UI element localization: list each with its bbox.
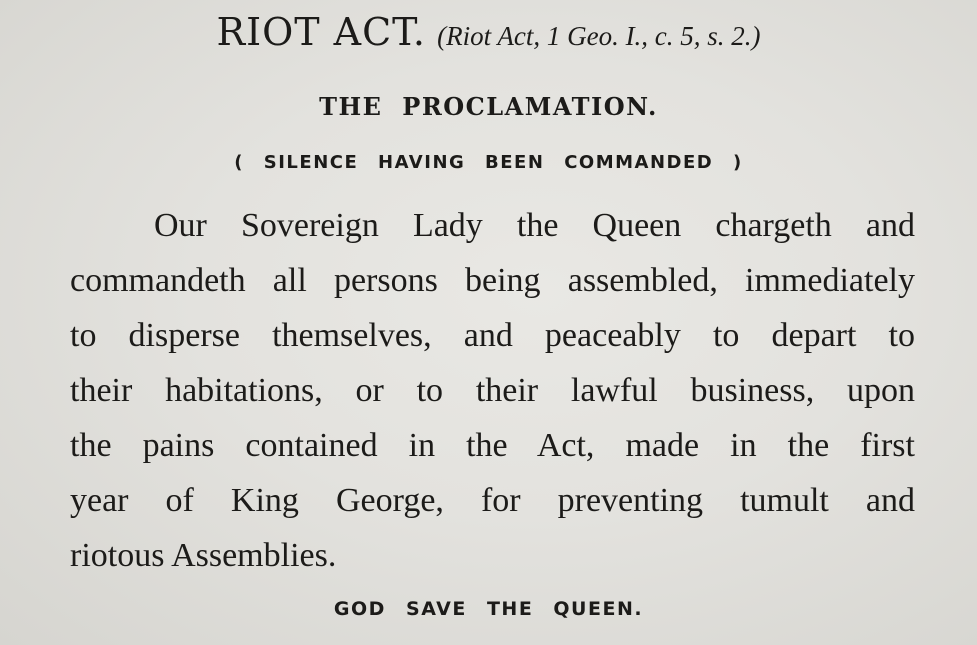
text-line: Our Sovereign Lady the Queen chargeth and xyxy=(154,207,915,244)
proclamation-heading: THE PROCLAMATION. xyxy=(319,92,658,121)
act-title: RIOT ACT. xyxy=(216,10,427,54)
silence-instruction: ( SILENCE HAVING BEEN COMMANDED ) xyxy=(234,152,743,173)
text-line: to disperse themselves, and peaceably to depart to xyxy=(70,317,915,354)
act-citation: (Riot Act, 1 Geo. I., c. 5, s. 2.) xyxy=(437,21,761,51)
text-line: their habitations, or to their lawful business, upon xyxy=(70,372,915,409)
text-line: commandeth all persons being assembled, immediately xyxy=(70,262,915,299)
closing-line: GOD SAVE THE QUEEN. xyxy=(333,598,644,620)
text-line: year of King George, for preventing tumult and xyxy=(70,482,915,519)
proclamation-text xyxy=(70,198,915,583)
text-line: the pains contained in the Act, made in the first xyxy=(70,427,915,464)
title-line xyxy=(0,10,977,54)
text-line: riotous Assemblies. xyxy=(70,537,337,574)
